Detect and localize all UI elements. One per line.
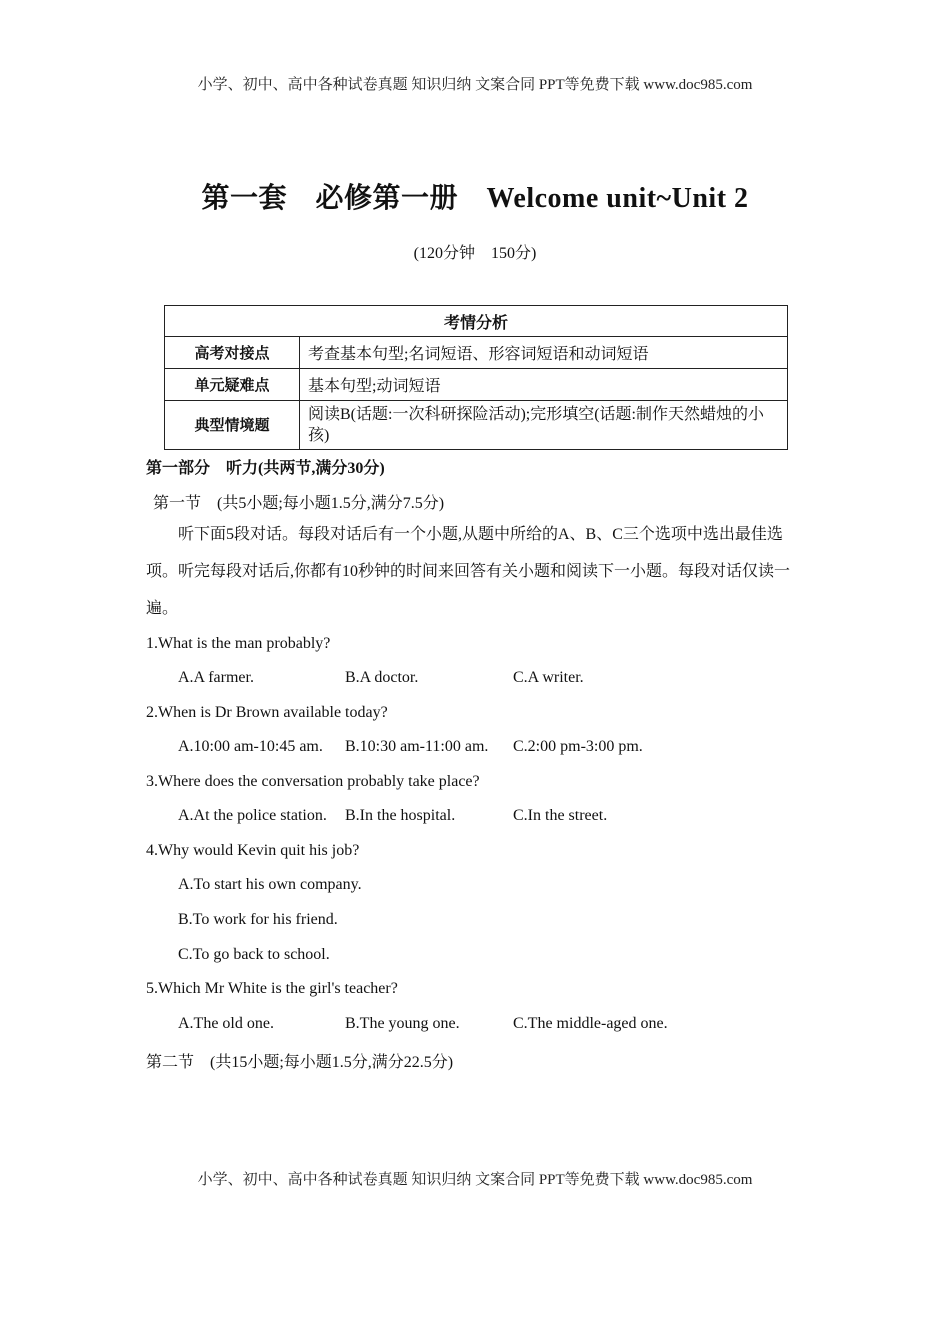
option-c: C.The middle-aged one.	[513, 1015, 668, 1032]
table-row-value: 阅读B(话题:一次科研探险活动);完形填空(话题:制作天然蜡烛的小孩)	[300, 401, 788, 450]
table-row-value: 基本句型;动词短语	[300, 369, 788, 401]
section1-title: 第一节 (共5小题;每小题1.5分,满分7.5分)	[153, 495, 445, 512]
option-c: C.To go back to school.	[178, 946, 330, 963]
option-a: A.A farmer.	[178, 669, 254, 686]
analysis-table	[164, 305, 788, 450]
table-row-key: 单元疑难点	[165, 369, 300, 401]
option-b: B.The young one.	[345, 1015, 460, 1032]
option-c: C.In the street.	[513, 807, 608, 824]
question-stem: 1.What is the man probably?	[146, 635, 331, 652]
page-footer: 小学、初中、高中各种试卷真题 知识归纳 文案合同 PPT等免费下载 www.doc985.com	[197, 1172, 753, 1188]
option-c: C.2:00 pm-3:00 pm.	[513, 738, 643, 755]
table-row-key: 高考对接点	[165, 337, 300, 369]
option-a: A.At the police station.	[178, 807, 327, 824]
option-b: B.To work for his friend.	[178, 911, 338, 928]
part1-title: 第一部分 听力(共两节,满分30分)	[146, 460, 385, 477]
exam-duration-score: (120分钟 150分)	[413, 245, 537, 262]
table-row	[165, 401, 788, 450]
option-a: A.The old one.	[178, 1015, 274, 1032]
question-stem: 4.Why would Kevin quit his job?	[146, 842, 360, 859]
question-stem: 3.Where does the conversation probably take place?	[146, 773, 480, 790]
page-header: 小学、初中、高中各种试卷真题 知识归纳 文案合同 PPT等免费下载 www.doc985.com	[197, 77, 753, 93]
question-stem: 2.When is Dr Brown available today?	[146, 704, 388, 721]
option-a: A.To start his own company.	[178, 876, 362, 893]
instructions: 听下面5段对话。每段对话后有一个小题,从题中所给的A、B、C三个选项中选出最佳选项。听完每段对话后,你都有10秒钟的时间来回答有关小题和阅读下一小题。每段对话仅读一遍。	[146, 526, 791, 617]
option-b: B.10:30 am-11:00 am.	[345, 738, 489, 755]
analysis-table-heading: 考情分析	[165, 306, 788, 337]
page-title: 第一套 必修第一册 Welcome unit~Unit 2	[201, 183, 749, 214]
option-b: B.A doctor.	[345, 669, 419, 686]
table-row-value: 考查基本句型;名词短语、形容词短语和动词短语	[300, 337, 788, 369]
question-stem: 5.Which Mr White is the girl's teacher?	[146, 980, 398, 997]
table-row	[165, 337, 788, 369]
option-c: C.A writer.	[513, 669, 584, 686]
table-row-key: 典型情境题	[165, 401, 300, 450]
table-row	[165, 369, 788, 401]
section2-title: 第二节 (共15小题;每小题1.5分,满分22.5分)	[146, 1054, 454, 1071]
option-a: A.10:00 am-10:45 am.	[178, 738, 323, 755]
option-b: B.In the hospital.	[345, 807, 456, 824]
